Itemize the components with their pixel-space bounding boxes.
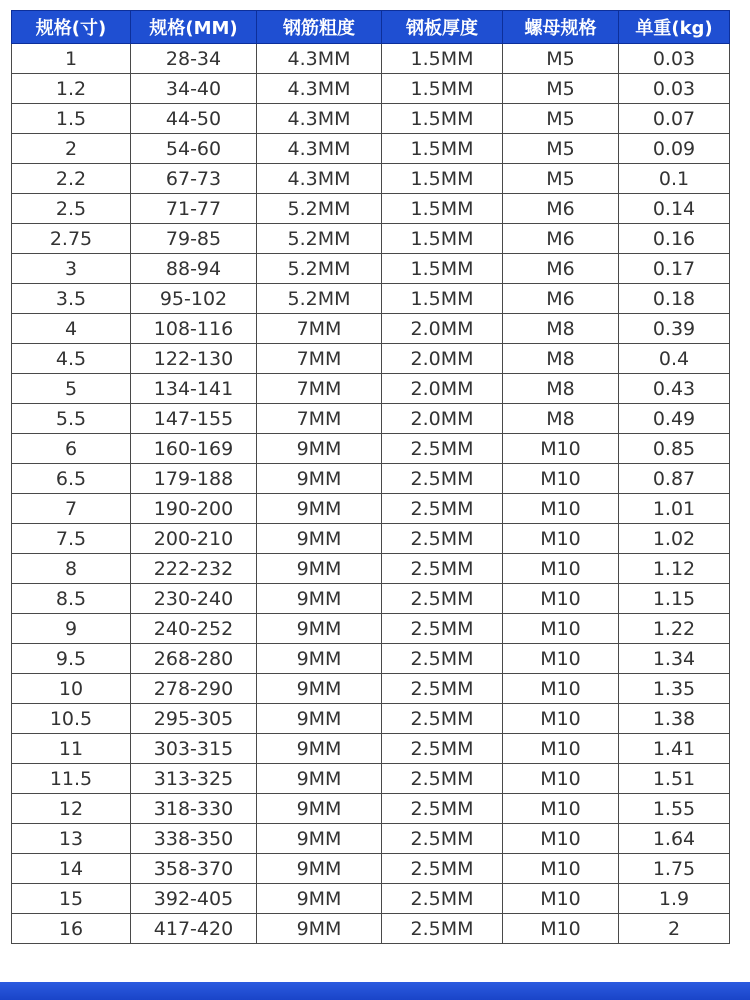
- cell-rebar-thickness: 9MM: [257, 764, 382, 794]
- cell-unit-weight: 0.4: [619, 344, 730, 374]
- table-row: [12, 524, 730, 554]
- cell-plate-thickness: 2.5MM: [382, 614, 503, 644]
- cell-plate-thickness: 2.5MM: [382, 794, 503, 824]
- cell-nut-spec: M10: [503, 914, 619, 944]
- table-row: [12, 254, 730, 284]
- cell-plate-thickness: 1.5MM: [382, 224, 503, 254]
- cell-rebar-thickness: 4.3MM: [257, 134, 382, 164]
- cell-size-inch: 9.5: [12, 644, 131, 674]
- cell-size-mm: 147-155: [131, 404, 257, 434]
- cell-size-inch: 11.5: [12, 764, 131, 794]
- cell-size-mm: 240-252: [131, 614, 257, 644]
- header-plate-thickness: 钢板厚度: [382, 11, 503, 44]
- cell-nut-spec: M6: [503, 194, 619, 224]
- cell-plate-thickness: 2.5MM: [382, 914, 503, 944]
- cell-nut-spec: M10: [503, 614, 619, 644]
- cell-size-mm: 338-350: [131, 824, 257, 854]
- table-row: [12, 134, 730, 164]
- cell-size-inch: 8.5: [12, 584, 131, 614]
- cell-size-mm: 313-325: [131, 764, 257, 794]
- cell-rebar-thickness: 9MM: [257, 914, 382, 944]
- cell-unit-weight: 0.07: [619, 104, 730, 134]
- cell-rebar-thickness: 9MM: [257, 584, 382, 614]
- cell-plate-thickness: 2.5MM: [382, 704, 503, 734]
- table-header: [12, 11, 730, 44]
- table-row: [12, 464, 730, 494]
- table-row: [12, 584, 730, 614]
- cell-plate-thickness: 2.5MM: [382, 764, 503, 794]
- cell-rebar-thickness: 4.3MM: [257, 44, 382, 74]
- cell-unit-weight: 0.85: [619, 434, 730, 464]
- table-row: [12, 404, 730, 434]
- cell-size-inch: 7: [12, 494, 131, 524]
- cell-nut-spec: M5: [503, 164, 619, 194]
- cell-size-inch: 1.5: [12, 104, 131, 134]
- cell-size-inch: 2: [12, 134, 131, 164]
- cell-plate-thickness: 2.5MM: [382, 494, 503, 524]
- cell-nut-spec: M10: [503, 794, 619, 824]
- cell-size-mm: 28-34: [131, 44, 257, 74]
- cell-plate-thickness: 1.5MM: [382, 104, 503, 134]
- table-row: [12, 824, 730, 854]
- cell-plate-thickness: 1.5MM: [382, 254, 503, 284]
- cell-unit-weight: 0.09: [619, 134, 730, 164]
- cell-size-inch: 4: [12, 314, 131, 344]
- cell-unit-weight: 0.03: [619, 44, 730, 74]
- cell-size-inch: 16: [12, 914, 131, 944]
- cell-nut-spec: M10: [503, 674, 619, 704]
- cell-size-mm: 44-50: [131, 104, 257, 134]
- table-row: [12, 884, 730, 914]
- cell-rebar-thickness: 9MM: [257, 434, 382, 464]
- cell-size-mm: 179-188: [131, 464, 257, 494]
- cell-size-mm: 122-130: [131, 344, 257, 374]
- cell-nut-spec: M10: [503, 854, 619, 884]
- cell-nut-spec: M10: [503, 764, 619, 794]
- table-row: [12, 314, 730, 344]
- cell-size-inch: 6: [12, 434, 131, 464]
- cell-size-mm: 79-85: [131, 224, 257, 254]
- cell-unit-weight: 1.22: [619, 614, 730, 644]
- table-row: [12, 764, 730, 794]
- cell-rebar-thickness: 5.2MM: [257, 194, 382, 224]
- cell-size-mm: 34-40: [131, 74, 257, 104]
- cell-plate-thickness: 2.5MM: [382, 584, 503, 614]
- cell-unit-weight: 0.14: [619, 194, 730, 224]
- cell-size-mm: 303-315: [131, 734, 257, 764]
- cell-plate-thickness: 2.5MM: [382, 644, 503, 674]
- cell-size-inch: 8: [12, 554, 131, 584]
- table-body: [12, 44, 730, 944]
- cell-nut-spec: M5: [503, 74, 619, 104]
- cell-rebar-thickness: 7MM: [257, 314, 382, 344]
- cell-size-mm: 268-280: [131, 644, 257, 674]
- cell-size-mm: 200-210: [131, 524, 257, 554]
- cell-rebar-thickness: 9MM: [257, 524, 382, 554]
- cell-size-mm: 71-77: [131, 194, 257, 224]
- cell-rebar-thickness: 9MM: [257, 554, 382, 584]
- cell-rebar-thickness: 7MM: [257, 344, 382, 374]
- header-unit-weight: 单重(kg): [619, 11, 730, 44]
- table-row: [12, 194, 730, 224]
- cell-size-inch: 2.75: [12, 224, 131, 254]
- cell-size-mm: 134-141: [131, 374, 257, 404]
- cell-rebar-thickness: 9MM: [257, 854, 382, 884]
- cell-unit-weight: 0.1: [619, 164, 730, 194]
- cell-size-mm: 88-94: [131, 254, 257, 284]
- cell-nut-spec: M10: [503, 494, 619, 524]
- cell-size-inch: 11: [12, 734, 131, 764]
- cell-unit-weight: 1.55: [619, 794, 730, 824]
- cell-rebar-thickness: 7MM: [257, 374, 382, 404]
- cell-unit-weight: 1.9: [619, 884, 730, 914]
- cell-rebar-thickness: 9MM: [257, 494, 382, 524]
- table-row: [12, 374, 730, 404]
- spec-table: [11, 10, 730, 944]
- cell-nut-spec: M8: [503, 404, 619, 434]
- cell-unit-weight: 1.34: [619, 644, 730, 674]
- table-row: [12, 644, 730, 674]
- cell-size-inch: 15: [12, 884, 131, 914]
- cell-unit-weight: 0.03: [619, 74, 730, 104]
- cell-nut-spec: M10: [503, 554, 619, 584]
- cell-plate-thickness: 2.5MM: [382, 524, 503, 554]
- table-row: [12, 104, 730, 134]
- cell-nut-spec: M10: [503, 824, 619, 854]
- cell-unit-weight: 1.51: [619, 764, 730, 794]
- cell-unit-weight: 1.38: [619, 704, 730, 734]
- cell-size-mm: 222-232: [131, 554, 257, 584]
- cell-nut-spec: M6: [503, 224, 619, 254]
- table-row: [12, 914, 730, 944]
- cell-size-inch: 3.5: [12, 284, 131, 314]
- cell-rebar-thickness: 5.2MM: [257, 284, 382, 314]
- header-rebar-thickness: 钢筋粗度: [257, 11, 382, 44]
- cell-plate-thickness: 2.5MM: [382, 884, 503, 914]
- cell-unit-weight: 0.43: [619, 374, 730, 404]
- cell-nut-spec: M10: [503, 434, 619, 464]
- table-row: [12, 554, 730, 584]
- header-row: [12, 11, 730, 44]
- cell-unit-weight: 1.02: [619, 524, 730, 554]
- cell-nut-spec: M10: [503, 884, 619, 914]
- cell-nut-spec: M10: [503, 464, 619, 494]
- cell-nut-spec: M10: [503, 584, 619, 614]
- header-size-inch: 规格(寸): [12, 11, 131, 44]
- cell-unit-weight: 0.16: [619, 224, 730, 254]
- cell-nut-spec: M8: [503, 344, 619, 374]
- cell-size-mm: 358-370: [131, 854, 257, 884]
- cell-unit-weight: 0.39: [619, 314, 730, 344]
- cell-nut-spec: M10: [503, 734, 619, 764]
- cell-rebar-thickness: 9MM: [257, 884, 382, 914]
- cell-nut-spec: M5: [503, 134, 619, 164]
- cell-plate-thickness: 2.0MM: [382, 374, 503, 404]
- cell-size-inch: 14: [12, 854, 131, 884]
- cell-rebar-thickness: 9MM: [257, 794, 382, 824]
- cell-size-inch: 12: [12, 794, 131, 824]
- cell-unit-weight: 2: [619, 914, 730, 944]
- cell-nut-spec: M10: [503, 524, 619, 554]
- cell-nut-spec: M5: [503, 104, 619, 134]
- cell-rebar-thickness: 9MM: [257, 824, 382, 854]
- cell-size-mm: 278-290: [131, 674, 257, 704]
- table-row: [12, 614, 730, 644]
- cell-plate-thickness: 1.5MM: [382, 284, 503, 314]
- cell-size-mm: 95-102: [131, 284, 257, 314]
- cell-plate-thickness: 2.0MM: [382, 314, 503, 344]
- cell-rebar-thickness: 9MM: [257, 644, 382, 674]
- cell-rebar-thickness: 4.3MM: [257, 164, 382, 194]
- cell-size-inch: 10: [12, 674, 131, 704]
- cell-plate-thickness: 1.5MM: [382, 74, 503, 104]
- cell-plate-thickness: 2.5MM: [382, 554, 503, 584]
- cell-size-mm: 295-305: [131, 704, 257, 734]
- cell-size-mm: 160-169: [131, 434, 257, 464]
- cell-rebar-thickness: 7MM: [257, 404, 382, 434]
- cell-unit-weight: 0.17: [619, 254, 730, 284]
- bottom-band: [0, 982, 750, 1000]
- cell-rebar-thickness: 9MM: [257, 464, 382, 494]
- cell-size-inch: 2.2: [12, 164, 131, 194]
- cell-plate-thickness: 2.5MM: [382, 734, 503, 764]
- table-row: [12, 224, 730, 254]
- table-row: [12, 734, 730, 764]
- cell-plate-thickness: 2.5MM: [382, 464, 503, 494]
- table-row: [12, 704, 730, 734]
- cell-rebar-thickness: 5.2MM: [257, 254, 382, 284]
- cell-rebar-thickness: 4.3MM: [257, 74, 382, 104]
- cell-size-inch: 9: [12, 614, 131, 644]
- cell-plate-thickness: 2.0MM: [382, 404, 503, 434]
- cell-plate-thickness: 2.5MM: [382, 824, 503, 854]
- cell-rebar-thickness: 9MM: [257, 734, 382, 764]
- table-row: [12, 434, 730, 464]
- cell-nut-spec: M6: [503, 284, 619, 314]
- cell-size-inch: 5: [12, 374, 131, 404]
- cell-unit-weight: 0.49: [619, 404, 730, 434]
- cell-unit-weight: 1.15: [619, 584, 730, 614]
- cell-unit-weight: 1.64: [619, 824, 730, 854]
- cell-size-mm: 54-60: [131, 134, 257, 164]
- table-row: [12, 164, 730, 194]
- cell-size-mm: 318-330: [131, 794, 257, 824]
- table-row: [12, 494, 730, 524]
- cell-plate-thickness: 1.5MM: [382, 134, 503, 164]
- table-row: [12, 674, 730, 704]
- cell-size-mm: 108-116: [131, 314, 257, 344]
- cell-size-inch: 13: [12, 824, 131, 854]
- table-row: [12, 284, 730, 314]
- cell-nut-spec: M8: [503, 314, 619, 344]
- cell-plate-thickness: 2.0MM: [382, 344, 503, 374]
- cell-rebar-thickness: 5.2MM: [257, 224, 382, 254]
- cell-size-mm: 392-405: [131, 884, 257, 914]
- cell-nut-spec: M10: [503, 704, 619, 734]
- cell-nut-spec: M10: [503, 644, 619, 674]
- cell-plate-thickness: 2.5MM: [382, 434, 503, 464]
- header-size-mm: 规格(MM): [131, 11, 257, 44]
- cell-size-mm: 417-420: [131, 914, 257, 944]
- cell-plate-thickness: 1.5MM: [382, 44, 503, 74]
- cell-unit-weight: 1.01: [619, 494, 730, 524]
- cell-plate-thickness: 2.5MM: [382, 854, 503, 884]
- cell-size-inch: 4.5: [12, 344, 131, 374]
- cell-plate-thickness: 1.5MM: [382, 164, 503, 194]
- cell-rebar-thickness: 9MM: [257, 704, 382, 734]
- table-row: [12, 344, 730, 374]
- cell-plate-thickness: 1.5MM: [382, 194, 503, 224]
- cell-unit-weight: 1.12: [619, 554, 730, 584]
- table-row: [12, 74, 730, 104]
- cell-size-inch: 5.5: [12, 404, 131, 434]
- cell-size-mm: 190-200: [131, 494, 257, 524]
- cell-unit-weight: 1.75: [619, 854, 730, 884]
- cell-unit-weight: 0.87: [619, 464, 730, 494]
- cell-unit-weight: 1.35: [619, 674, 730, 704]
- cell-unit-weight: 0.18: [619, 284, 730, 314]
- cell-plate-thickness: 2.5MM: [382, 674, 503, 704]
- cell-size-mm: 67-73: [131, 164, 257, 194]
- cell-rebar-thickness: 9MM: [257, 614, 382, 644]
- cell-size-inch: 7.5: [12, 524, 131, 554]
- cell-rebar-thickness: 9MM: [257, 674, 382, 704]
- cell-size-inch: 1: [12, 44, 131, 74]
- cell-size-inch: 6.5: [12, 464, 131, 494]
- table-row: [12, 854, 730, 884]
- cell-size-inch: 10.5: [12, 704, 131, 734]
- header-nut-spec: 螺母规格: [503, 11, 619, 44]
- cell-nut-spec: M5: [503, 44, 619, 74]
- table-row: [12, 44, 730, 74]
- cell-size-mm: 230-240: [131, 584, 257, 614]
- table-row: [12, 794, 730, 824]
- cell-rebar-thickness: 4.3MM: [257, 104, 382, 134]
- cell-nut-spec: M6: [503, 254, 619, 284]
- cell-unit-weight: 1.41: [619, 734, 730, 764]
- cell-size-inch: 3: [12, 254, 131, 284]
- cell-nut-spec: M8: [503, 374, 619, 404]
- cell-size-inch: 2.5: [12, 194, 131, 224]
- cell-size-inch: 1.2: [12, 74, 131, 104]
